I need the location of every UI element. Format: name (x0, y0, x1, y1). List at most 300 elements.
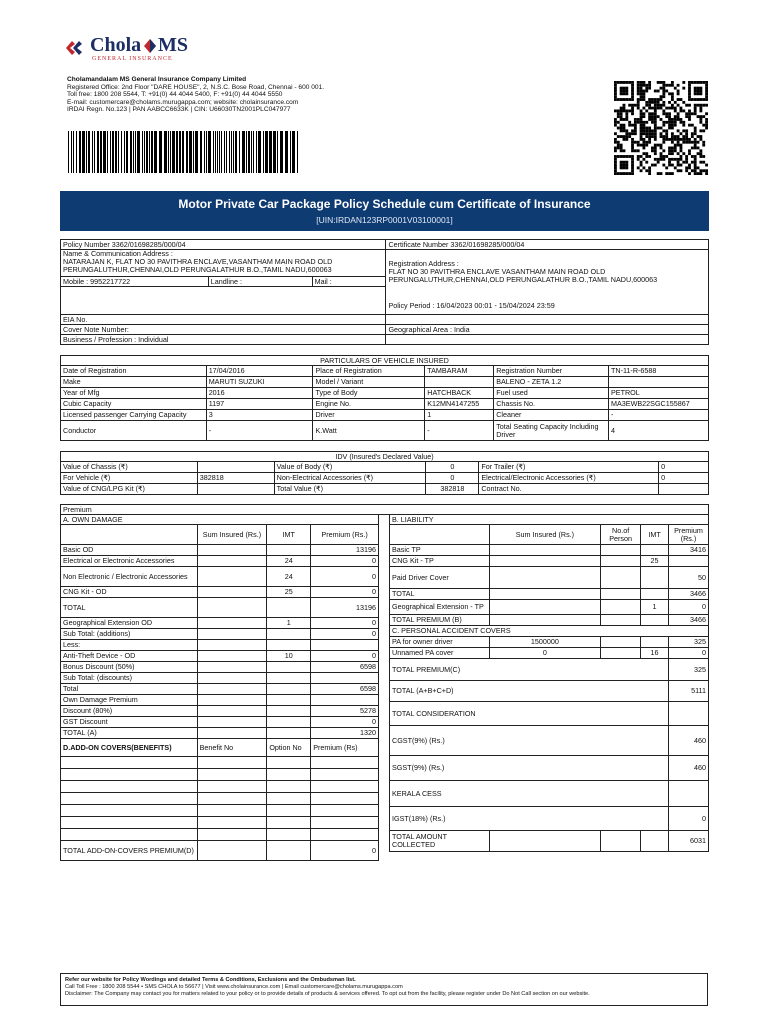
qr-cell (640, 87, 643, 90)
barcode-bar (137, 131, 140, 173)
document-title: Motor Private Car Package Policy Schedule cum Certificate of Insurance (178, 197, 591, 211)
barcode-bar (269, 131, 272, 173)
qr-cell (662, 81, 665, 84)
idv-row-cell: 0 (426, 462, 479, 473)
qr-cell (620, 109, 623, 112)
barcode-bar (100, 131, 102, 173)
footer-line1: Refer our website for Policy Wordings and detailed Terms & Conditions, Exclusions and the Ombudsman list. (65, 977, 356, 983)
qr-cell (634, 129, 637, 132)
addon-empty-row-cell (311, 817, 379, 829)
liability-table (389, 514, 709, 852)
qr-cell (699, 107, 702, 110)
liability-row-cell (489, 615, 601, 626)
addon-empty-row-cell (197, 757, 267, 769)
qr-cell (645, 141, 648, 144)
pa-row-cell: 0 (489, 648, 601, 659)
qr-cell (674, 147, 677, 150)
addon-empty-row-cell (267, 805, 311, 817)
qr-cell (671, 132, 674, 135)
qr-cell (699, 121, 702, 124)
qr-cell (699, 152, 702, 155)
own-damage-row-cell (311, 673, 379, 684)
qr-cell (657, 158, 660, 161)
qr-cell (685, 135, 688, 138)
qr-cell (682, 152, 685, 155)
barcode-bar (265, 131, 268, 173)
addon-empty-row-cell (197, 769, 267, 781)
qr-cell (677, 164, 680, 167)
business-profession: Business / Profession : Individual (61, 335, 386, 345)
barcode-bar (176, 131, 178, 173)
qr-cell (682, 109, 685, 112)
qr-cell (648, 135, 651, 138)
qr-cell (685, 161, 688, 164)
qr-cell (645, 90, 648, 93)
qr-cell (640, 115, 643, 118)
landline: Landline : (208, 277, 312, 287)
vehicle-row-cell: Cleaner (494, 410, 609, 421)
qr-cell (657, 161, 660, 164)
addon-empty-row-cell (311, 769, 379, 781)
qr-cell (625, 112, 628, 115)
qr-cell (640, 112, 643, 115)
qr-cell (654, 121, 657, 124)
own-damage-row-cell: 6598 (311, 662, 379, 673)
qr-cell (648, 112, 651, 115)
qr-cell (654, 107, 657, 110)
barcode-bar (130, 131, 132, 173)
qr-cell (662, 95, 665, 98)
name-address-line2: PERUNGALUTHUR,CHENNAI,OLD PERUNGALATHUR B.O.,TAMIL NADU,600063 (63, 265, 332, 274)
qr-cell (634, 104, 637, 107)
addon-empty-row (61, 793, 379, 805)
idv-row-cell: Contract No. (479, 484, 659, 495)
qr-cell (640, 84, 643, 87)
qr-cell (631, 129, 634, 132)
liability-row-cell (641, 615, 669, 626)
qr-cell (680, 109, 683, 112)
qr-cell (640, 95, 643, 98)
own-damage-row-cell (197, 706, 267, 717)
own-damage-row-cell (197, 695, 267, 706)
qr-cell (694, 132, 697, 135)
qr-cell (674, 135, 677, 138)
idv-table (60, 451, 709, 495)
qr-finder-cell (631, 169, 634, 172)
qr-cell (697, 152, 700, 155)
qr-cell (671, 121, 674, 124)
qr-finder-cell (614, 95, 617, 98)
qr-cell (680, 107, 683, 110)
liability-heading: B. LIABILITY (390, 515, 709, 525)
barcode-bar (253, 131, 254, 173)
qr-finder-cell (623, 166, 626, 169)
vehicle-row-cell: Conductor (61, 421, 207, 441)
qr-cell (648, 104, 651, 107)
qr-cell (657, 81, 660, 84)
own-damage-row-cell (267, 662, 311, 673)
qr-cell (631, 144, 634, 147)
qr-cell (677, 98, 680, 101)
policy-info-table (60, 239, 709, 345)
qr-cell (634, 118, 637, 121)
barcode-bar (107, 131, 108, 173)
qr-cell (682, 129, 685, 132)
pa-row-cell: Unnamed PA cover (390, 648, 490, 659)
qr-finder-cell (620, 98, 623, 101)
qr-cell (645, 109, 648, 112)
own-damage-row (61, 684, 379, 695)
idv-row-cell: Value of CNG/LPG Kit (₹) (61, 484, 198, 495)
own-damage-row (61, 556, 379, 567)
qr-cell (665, 172, 668, 175)
qr-cell (648, 107, 651, 110)
qr-cell (642, 115, 645, 118)
barcode-bar (219, 131, 220, 173)
qr-cell (665, 155, 668, 158)
geographical-area: Geographical Area : India (386, 325, 709, 335)
own-damage-row (61, 629, 379, 640)
own-damage-row-cell (311, 695, 379, 706)
qr-cell (697, 115, 700, 118)
qr-cell (648, 118, 651, 121)
liab-col-premium: Premium (Rs.) (669, 525, 709, 545)
qr-cell (657, 104, 660, 107)
qr-finder-cell (705, 84, 708, 87)
qr-cell (688, 141, 691, 144)
barcode-bar (151, 131, 153, 173)
own-damage-row-cell: Less: (61, 640, 198, 651)
own-damage-row-cell: CNG Kit - OD (61, 587, 198, 598)
qr-cell (671, 164, 674, 167)
total-abcd-value: 5111 (669, 681, 709, 702)
qr-finder-cell (631, 84, 634, 87)
qr-cell (660, 132, 663, 135)
company-info (67, 76, 587, 114)
qr-cell (699, 172, 702, 175)
liability-row (390, 567, 709, 589)
qr-cell (705, 112, 708, 115)
own-damage-row-cell (267, 598, 311, 618)
qr-cell (674, 149, 677, 152)
qr-finder-cell (620, 161, 623, 164)
qr-finder-cell (702, 81, 705, 84)
idv-row (61, 462, 709, 473)
own-damage-row-cell (267, 695, 311, 706)
qr-cell (702, 115, 705, 118)
own-damage-row-cell: 25 (267, 587, 311, 598)
pa-row-cell (601, 648, 641, 659)
qr-cell (631, 147, 634, 150)
liability-row-cell (641, 545, 669, 556)
qr-cell (642, 132, 645, 135)
qr-cell (699, 169, 702, 172)
qr-cell (631, 104, 634, 107)
qr-cell (674, 166, 677, 169)
qr-cell (674, 109, 677, 112)
own-damage-row-cell: Own Damage Premium (61, 695, 198, 706)
own-damage-row-cell (197, 651, 267, 662)
own-damage-row-cell: 24 (267, 556, 311, 567)
qr-cell (631, 112, 634, 115)
barcode-bar (97, 131, 99, 173)
qr-cell (620, 118, 623, 121)
qr-finder-cell (625, 155, 628, 158)
barcode-bar (68, 131, 69, 173)
qr-cell (699, 118, 702, 121)
idv-row-cell: For Trailer (₹) (479, 462, 659, 473)
qr-cell (702, 141, 705, 144)
qr-cell (680, 169, 683, 172)
qr-finder-cell (628, 155, 631, 158)
addon-empty-row-cell (61, 781, 198, 793)
qr-cell (642, 107, 645, 110)
qr-cell (665, 107, 668, 110)
qr-cell (625, 132, 628, 135)
qr-cell (642, 90, 645, 93)
qr-cell (631, 138, 634, 141)
qr-finder-cell (705, 92, 708, 95)
own-damage-row-cell: GST Discount (61, 717, 198, 728)
vehicle-row-cell: Registration Number (494, 366, 609, 377)
qr-cell (642, 138, 645, 141)
idv-row-cell: 0 (426, 473, 479, 484)
registration-address-label: Registration Address : (388, 259, 459, 268)
addon-empty-row (61, 769, 379, 781)
qr-finder-cell (699, 87, 702, 90)
qr-cell (694, 104, 697, 107)
liability-row-cell (601, 556, 641, 567)
qr-cell (631, 141, 634, 144)
qr-cell (677, 144, 680, 147)
qr-cell (651, 121, 654, 124)
qr-cell (668, 118, 671, 121)
qr-cell (682, 124, 685, 127)
qr-cell (665, 112, 668, 115)
qr-cell (671, 172, 674, 175)
qr-cell (668, 161, 671, 164)
barcode-bar (221, 131, 222, 173)
qr-cell (682, 87, 685, 90)
qr-cell (685, 155, 688, 158)
qr-cell (685, 141, 688, 144)
qr-cell (668, 101, 671, 104)
qr-cell (645, 121, 648, 124)
qr-finder-cell (705, 90, 708, 93)
qr-cell (648, 115, 651, 118)
qr-finder-cell (631, 161, 634, 164)
qr-cell (631, 132, 634, 135)
own-damage-row-cell: Electrical or Electronic Accessories (61, 556, 198, 567)
qr-cell (657, 172, 660, 175)
vehicle-row-cell: 3 (206, 410, 313, 421)
barcode-bar (239, 131, 240, 173)
qr-cell (668, 164, 671, 167)
qr-cell (705, 104, 708, 107)
cgst-value: 460 (669, 726, 709, 756)
qr-finder-cell (688, 84, 691, 87)
vehicle-row-cell: 1 (425, 410, 494, 421)
qr-cell (648, 98, 651, 101)
barcode-bar (79, 131, 81, 173)
qr-cell (648, 155, 651, 158)
own-damage-row-cell: 0 (311, 587, 379, 598)
addon-empty-row-cell (267, 769, 311, 781)
qr-finder-cell (625, 87, 628, 90)
qr-cell (642, 166, 645, 169)
qr-cell (694, 169, 697, 172)
qr-cell (620, 107, 623, 110)
qr-cell (640, 155, 643, 158)
qr-cell (694, 155, 697, 158)
qr-cell (640, 118, 643, 121)
barcode-bar (226, 131, 227, 173)
qr-cell (617, 121, 620, 124)
barcode-bar (124, 131, 125, 173)
qr-cell (642, 121, 645, 124)
qr-finder-cell (620, 166, 623, 169)
qr-finder-cell (631, 172, 634, 175)
qr-cell (662, 92, 665, 95)
qr-cell (648, 169, 651, 172)
qr-cell (674, 144, 677, 147)
qr-cell (651, 101, 654, 104)
liability-row-cell: 1 (641, 600, 669, 615)
qr-cell (677, 129, 680, 132)
qr-cell (665, 166, 668, 169)
qr-cell (614, 124, 617, 127)
idv-row-cell: For Vehicle (₹) (61, 473, 198, 484)
qr-finder-cell (631, 90, 634, 93)
barcode-bar (189, 131, 192, 173)
logo-diamond-icon (144, 39, 156, 53)
qr-cell (688, 149, 691, 152)
qr-cell (685, 132, 688, 135)
vehicle-row-cell: - (609, 410, 709, 421)
qr-finder-cell (705, 81, 708, 84)
qr-cell (668, 84, 671, 87)
qr-cell (671, 95, 674, 98)
qr-cell (699, 109, 702, 112)
qr-cell (671, 127, 674, 130)
qr-finder-cell (699, 81, 702, 84)
qr-cell (668, 138, 671, 141)
own-damage-row-cell: Geographical Extension OD (61, 618, 198, 629)
qr-cell (623, 104, 626, 107)
qr-cell (637, 118, 640, 121)
qr-cell (654, 101, 657, 104)
vehicle-row-cell: Date of Registration (61, 366, 207, 377)
qr-cell (657, 90, 660, 93)
total-amount-label: TOTAL AMOUNT COLLECTED (390, 831, 490, 852)
own-damage-row (61, 587, 379, 598)
qr-cell (671, 135, 674, 138)
vehicle-row-cell: Chassis No. (494, 399, 609, 410)
liability-row-cell: CNG Kit - TP (390, 556, 490, 567)
qr-cell (625, 135, 628, 138)
own-damage-row-cell (267, 640, 311, 651)
vehicle-row-cell: BALENO - ZETA 1.2 (494, 377, 609, 388)
qr-cell (677, 158, 680, 161)
qr-cell (637, 158, 640, 161)
barcode-bar (285, 131, 288, 173)
idv-row-cell: 0 (659, 462, 709, 473)
qr-cell (688, 115, 691, 118)
qr-finder-cell (614, 84, 617, 87)
qr-cell (699, 161, 702, 164)
barcode-bar (149, 131, 150, 173)
barcode-bar (146, 131, 148, 173)
qr-cell (671, 107, 674, 110)
qr-finder-cell (688, 81, 691, 84)
qr-cell (637, 84, 640, 87)
idv-row-cell: Electrical/Electronic Accessories (₹) (479, 473, 659, 484)
vehicle-row (61, 388, 709, 399)
qr-cell (697, 135, 700, 138)
qr-cell (691, 141, 694, 144)
own-damage-row (61, 598, 379, 618)
qr-cell (662, 129, 665, 132)
qr-finder-cell (620, 92, 623, 95)
barcode-bar (200, 131, 202, 173)
qr-cell (645, 155, 648, 158)
col-sum-insured: Sum Insured (Rs.) (197, 525, 267, 545)
qr-finder-cell (697, 81, 700, 84)
addon-empty-row-cell (61, 805, 198, 817)
qr-finder-cell (631, 155, 634, 158)
qr-cell (699, 129, 702, 132)
qr-finder-cell (623, 172, 626, 175)
qr-cell (642, 84, 645, 87)
own-damage-row-cell (197, 598, 267, 618)
qr-cell (648, 129, 651, 132)
own-damage-row-cell: 13196 (311, 545, 379, 556)
addon-col-option: Option No (267, 739, 311, 757)
qr-cell (694, 172, 697, 175)
qr-cell (699, 104, 702, 107)
qr-cell (662, 158, 665, 161)
barcode-bar (193, 131, 194, 173)
qr-finder-cell (628, 98, 631, 101)
pa-row-cell: 16 (641, 648, 669, 659)
qr-cell (617, 135, 620, 138)
own-damage-row-cell: 1 (267, 618, 311, 629)
liab-col-imt: IMT (641, 525, 669, 545)
qr-finder-cell (625, 90, 628, 93)
qr-finder-cell (614, 158, 617, 161)
barcode-bar (246, 131, 247, 173)
qr-cell (642, 147, 645, 150)
qr-cell (694, 109, 697, 112)
policy-period: Policy Period : 16/04/2023 00:01 - 15/04/2024 23:59 (388, 301, 555, 310)
qr-finder-cell (625, 164, 628, 167)
qr-cell (634, 149, 637, 152)
vehicle-row (61, 399, 709, 410)
vehicle-row-cell (425, 377, 494, 388)
vehicle-row-cell: MARUTI SUZUKI (206, 377, 313, 388)
qr-finder-cell (614, 90, 617, 93)
qr-cell (637, 149, 640, 152)
qr-cell (674, 107, 677, 110)
qr-cell (688, 152, 691, 155)
qr-finder-cell (614, 155, 617, 158)
barcode-bar (94, 131, 95, 173)
qr-cell (620, 124, 623, 127)
kerala-cess-label: KERALA CESS (390, 781, 669, 807)
qr-finder-cell (623, 87, 626, 90)
qr-finder-cell (694, 98, 697, 101)
vehicle-row-cell: Model / Variant (313, 377, 425, 388)
